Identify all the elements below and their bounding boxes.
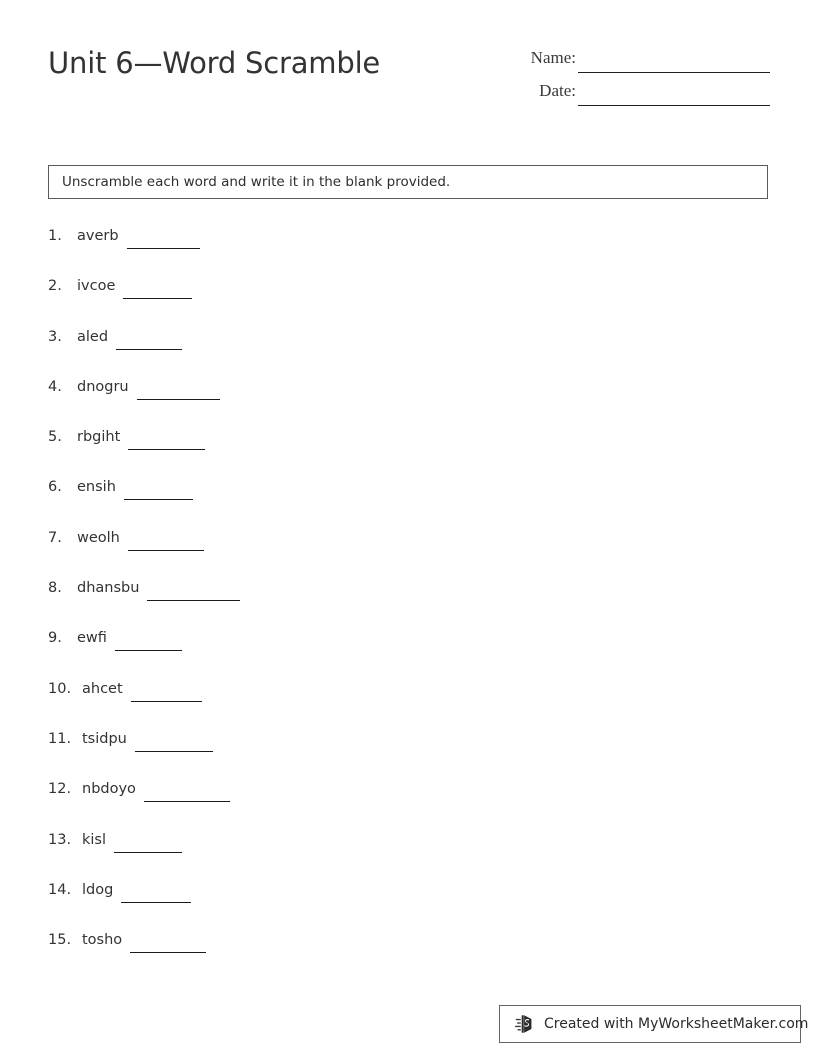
answer-blank[interactable] (127, 247, 200, 249)
answer-blank[interactable] (115, 649, 182, 651)
problem-number: 3. (48, 328, 62, 345)
answer-blank[interactable] (130, 951, 206, 953)
problem-number: 8. (48, 580, 62, 597)
problem-row (48, 882, 768, 932)
answer-blank[interactable] (121, 901, 191, 903)
scrambled-word: weolh (77, 529, 120, 546)
problem-row (48, 379, 768, 429)
problem-row (48, 781, 768, 831)
name-date-block (470, 46, 770, 112)
worksheet-header (0, 0, 816, 140)
scrambled-word: averb (77, 228, 119, 244)
problem-number: 9. (48, 630, 62, 647)
name-input-line[interactable] (578, 46, 770, 73)
answer-blank[interactable] (116, 348, 182, 350)
problem-row (48, 530, 768, 580)
answer-blank[interactable] (131, 700, 202, 702)
problem-row (48, 228, 768, 278)
problem-row (48, 731, 768, 781)
scrambled-word: tosho (82, 932, 123, 949)
problem-number: 13. (48, 831, 72, 848)
worksheet-maker-logo-icon (514, 1013, 536, 1035)
problem-list (48, 228, 768, 982)
scrambled-word: ensih (77, 479, 116, 496)
date-label: Date: (539, 81, 576, 100)
instruction-box (48, 165, 768, 199)
page-title: Unit 6—Word Scramble (48, 46, 381, 80)
problem-row (48, 479, 768, 529)
scrambled-word: aled (77, 328, 109, 345)
problem-row (48, 580, 768, 630)
scrambled-word: kisl (82, 831, 107, 848)
scrambled-word: ewfi (77, 630, 107, 647)
problem-row (48, 681, 768, 731)
answer-blank[interactable] (124, 498, 193, 500)
scrambled-word: nbdoyo (82, 781, 136, 798)
answer-blank[interactable] (128, 549, 204, 551)
scrambled-word: dnogru (77, 378, 129, 395)
answer-blank[interactable] (144, 800, 230, 802)
scrambled-word: ahcet (82, 680, 123, 697)
problem-row (48, 329, 768, 379)
name-label: Name: (530, 48, 576, 67)
problem-row (48, 932, 768, 982)
answer-blank[interactable] (128, 448, 205, 450)
footer-badge (499, 1005, 809, 1043)
problem-row (48, 278, 768, 328)
problem-number: 14. (48, 881, 72, 898)
scrambled-word: ldog (82, 881, 114, 898)
problem-number: 5. (48, 429, 62, 446)
date-input-line[interactable] (578, 79, 770, 106)
problem-number: 15. (48, 932, 72, 949)
answer-blank[interactable] (135, 750, 213, 752)
problem-row (48, 630, 768, 680)
problem-row (48, 429, 768, 479)
date-row (470, 79, 770, 112)
footer-badge-text: Created with MyWorksheetMaker.com (544, 1016, 809, 1032)
answer-blank[interactable] (137, 398, 220, 400)
problem-number: 1. (48, 228, 62, 244)
problem-number: 11. (48, 730, 72, 747)
scrambled-word: dhansbu (77, 580, 140, 597)
problem-number: 10. (48, 680, 72, 697)
scrambled-word: ivcoe (77, 278, 116, 295)
name-row (470, 46, 770, 79)
footer-badge-inner (500, 1006, 809, 1042)
problem-number: 12. (48, 781, 72, 798)
answer-blank[interactable] (114, 851, 182, 853)
problem-number: 4. (48, 378, 62, 395)
problem-number: 7. (48, 529, 62, 546)
problem-number: 2. (48, 278, 62, 295)
problem-number: 6. (48, 479, 62, 496)
instruction-text: Unscramble each word and write it in the blank provided. (62, 174, 451, 190)
answer-blank[interactable] (123, 297, 192, 299)
scrambled-word: rbgiht (77, 429, 121, 446)
scrambled-word: tsidpu (82, 730, 127, 747)
answer-blank[interactable] (147, 599, 240, 601)
problem-row (48, 832, 768, 882)
